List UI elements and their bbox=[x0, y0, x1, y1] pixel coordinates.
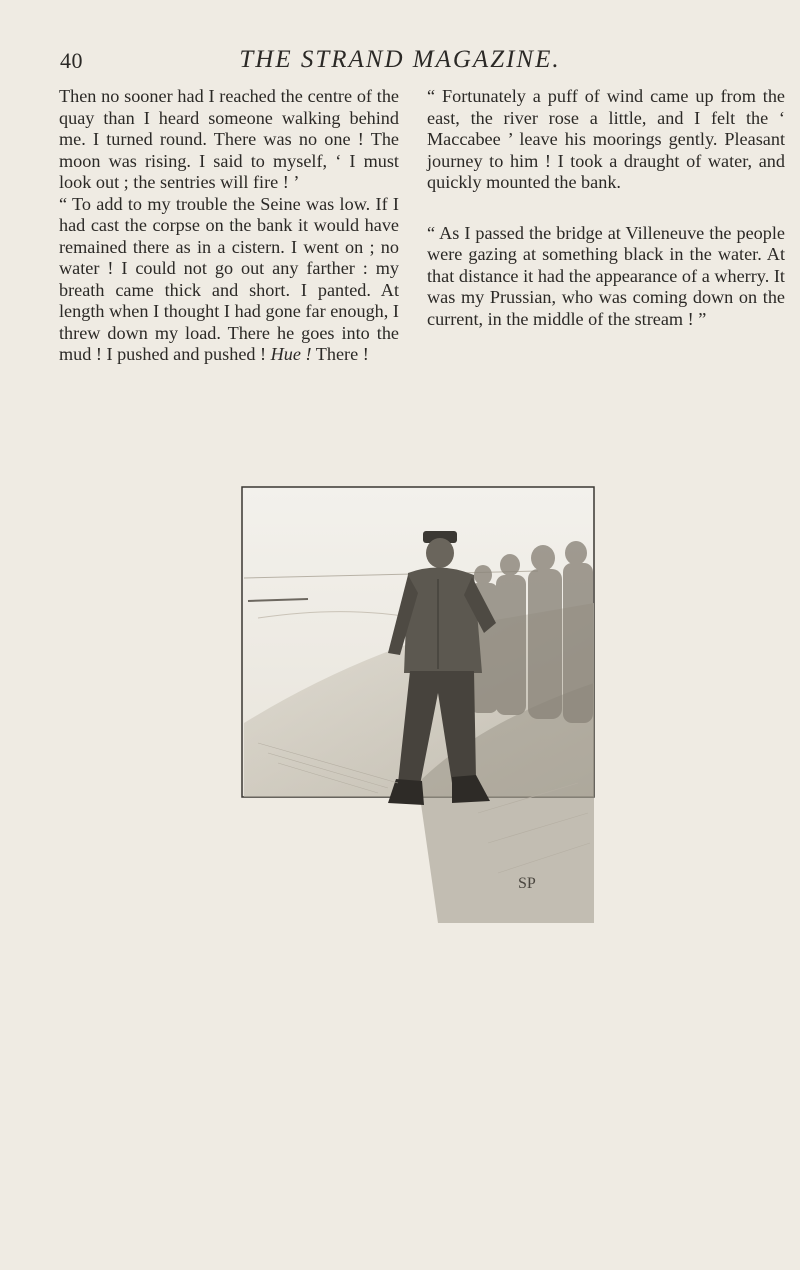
paragraph-text: “ To add to my trouble the Seine was low. If I had cast the corpse on the bank it would have remained there as in a cistern. I went on ; no water ! I could not go out any farther : my breath came thick and short. I panted. At length when I thought I had gone far enough, I threw down my load. There he goes into the mud ! I pushed and pushed ! bbox=[59, 193, 399, 364]
illustration-signature: SP bbox=[518, 875, 536, 892]
page-number: 40 bbox=[60, 48, 83, 73]
paragraph: Then no sooner had I reached the centre of the quay than I heard someone walking behind me. I turned round. There was no one ! The moon was rising. I said to myself, ‘ I must look out ; the sentries will fire ! ’ bbox=[59, 86, 399, 192]
engraving-soldier-icon bbox=[238, 483, 596, 923]
page-header bbox=[0, 46, 800, 86]
paragraph bbox=[59, 194, 399, 366]
paragraph: “ Fortunately a puff of wind came up from the east, the river rose a little, and I felt the ‘ Maccabee ’ leave his moorings gently. Pleasant journey to him ! I took a draught of water, and quickly mounted the bank. bbox=[427, 86, 785, 192]
paragraph-closing: There ! bbox=[311, 344, 369, 364]
left-column bbox=[59, 86, 399, 366]
paragraph: “ As I passed the bridge at Villeneuve the people were gazing at something black in the water. At that distance it had the appearance of a wherry. It was my Prussian, who was coming down on the current, in the middle of the stream ! ” bbox=[427, 222, 785, 329]
right-column bbox=[427, 86, 785, 330]
italic-exclamation: Hue ! bbox=[270, 344, 312, 364]
illustration bbox=[238, 483, 596, 923]
running-title: THE STRAND MAGAZINE. bbox=[239, 46, 561, 73]
